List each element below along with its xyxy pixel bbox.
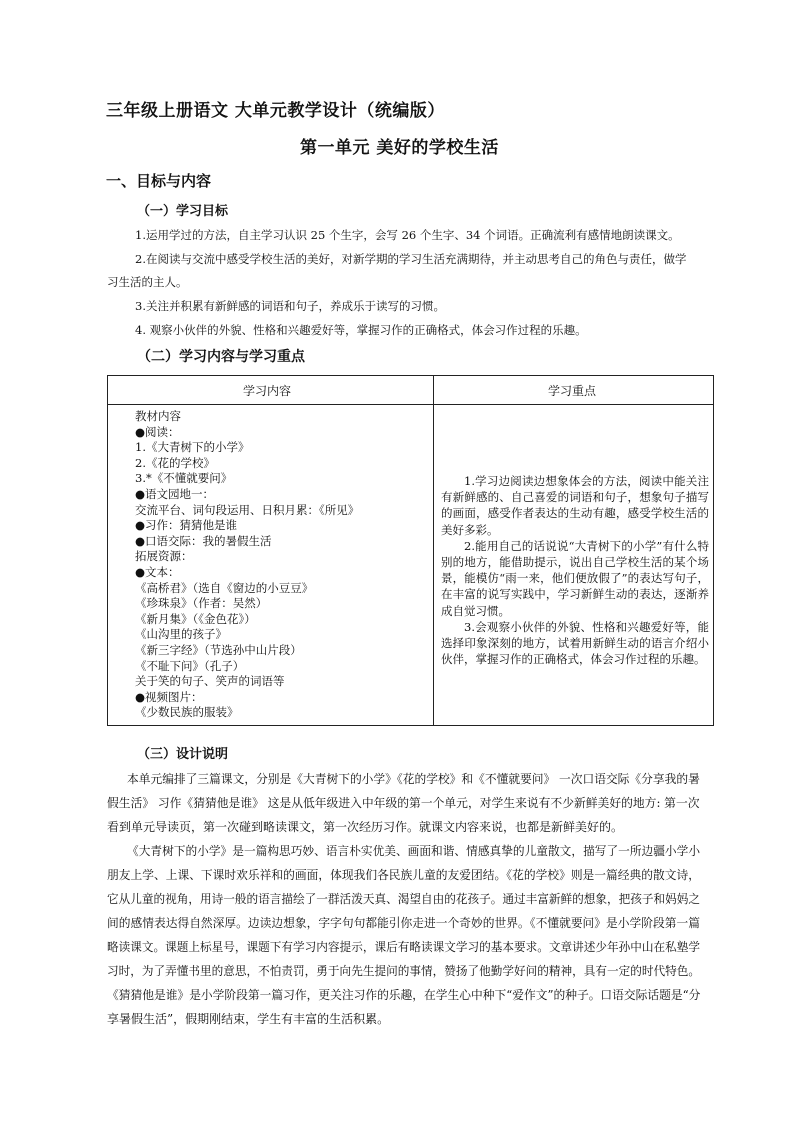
focus-item-2: 2.能用自己的话说说“大青树下的小学”有什么特别的地方，能借助提示，说出自己学校生活的某个场景，能模仿“雨一来，他们便放假了”的表达写句子，在丰富的说写实践中，学习新鲜生动的表达，逐渐养成自觉习惯。 <box>441 538 709 618</box>
content-line: 《不耻下问》（孔子） <box>135 658 245 673</box>
content-line: 拓展资源： <box>135 549 193 564</box>
content-line: ●文本： <box>135 564 180 579</box>
design-line: 间的感情表达得自然深厚。边读边想象，字字句句都能引你走进一个奇妙的世界。《不懂就要问》是小学阶段第一篇 <box>107 916 700 930</box>
subheading-learning-goals: （一）学习目标 <box>137 204 229 219</box>
content-line: 《少数民族的服装》 <box>135 705 239 720</box>
design-line: 《大青树下的小学》是一篇构思巧妙、语言朴实优美、画面和谐、情感真挚的儿童散文，描写了一所边疆小学小 <box>127 844 701 858</box>
content-line: 1.《大青树下的小学》 <box>135 440 250 455</box>
table-header-focus: 学习重点 <box>548 384 597 398</box>
content-line: 《新三字经》（节选孙中山片段） <box>135 642 302 657</box>
content-focus-table <box>107 375 714 726</box>
content-line: ●阅读： <box>135 424 180 439</box>
goal-item-2-cont: 习生活的主人。 <box>107 275 188 289</box>
design-line: 略读课文。课题上标星号，课题下有学习内容提示，课后有略读课文学习的基本要求。文章讲述少年孙中山在私塾学 <box>107 940 701 954</box>
goal-item-3: 3.关注并积累有新鲜感的词语和句子，养成乐于读写的习惯。 <box>135 299 445 313</box>
design-line: 习时，为了弄懂书里的意思，不怕责罚，勇于向先生提问的事情，赞扬了他勤学好问的精神，具有一定的时代特色。 <box>107 964 701 978</box>
design-line: 《猜猜他是谁》是小学阶段第一篇习作，更关注习作的乐趣，在学生心中种下“爱作文”的种子。口语交际话题是“分 <box>107 988 701 1002</box>
design-line: 享暑假生活”，假期刚结束，学生有丰富的生活积累。 <box>107 1012 390 1026</box>
document-title: 三年级上册语文 大单元教学设计（统编版） <box>106 101 445 121</box>
goal-item-1: 1.运用学过的方法，自主学习认识 25 个生字，会写 26 个生字、34 个词语。正确流利有感情地朗读课文。 <box>135 228 680 242</box>
content-line: ●视频图片： <box>135 689 203 704</box>
table-header-divider <box>108 404 713 405</box>
unit-title: 第一单元 美好的学校生活 <box>300 138 499 158</box>
content-line: 交流平台、词句段运用、日积月累：《所见》 <box>135 502 360 517</box>
focus-item-1: 1.学习边阅读边想象体会的方法，阅读中能关注有新鲜感的、自己喜爱的词语和句子，想象句子描写的画面，感受作者表达的生动有趣，感受学校生活的美好多彩。 <box>441 474 709 537</box>
content-line: 教材内容 <box>135 409 181 423</box>
content-line: ●语文园地一： <box>135 486 215 501</box>
content-line: 《珍珠泉》（作者：吴然） <box>135 596 268 611</box>
table-column-divider <box>433 376 434 725</box>
content-line: ●习作：猜猜他是谁 <box>135 518 238 533</box>
goal-item-2: 2.在阅读与交流中感受学校生活的美好，对新学期的学习生活充满期待，并主动思考自己的角色与责任，做学 <box>135 252 687 266</box>
design-line: 看到单元导读页，第一次碰到略读课文，第一次经历习作。就课文内容来说，也都是新鲜美好的。 <box>107 820 624 834</box>
focus-item-3: 3.会观察小伙伴的外貌、性格和兴趣爱好等，能选择印象深刻的地方，试着用新鲜生动的语言介绍小伙伴，掌握习作的正确格式，体会习作过程的乐趣。 <box>441 619 709 667</box>
design-line: 假生活》 习作《猜猜他是谁》 这是从低年级进入中年级的第一个单元，对学生来说有不少新鲜美好的地方: 第一次 <box>107 796 700 810</box>
subheading-design-notes: （三）设计说明 <box>137 747 229 762</box>
content-line: 3.*《不懂就要问》 <box>135 471 233 486</box>
content-line: 关于笑的句子、笑声的词语等 <box>135 674 285 689</box>
content-line: 《新月集》（《金色花》） <box>135 611 256 626</box>
content-line: 《山沟里的孩子》 <box>135 627 227 642</box>
design-line: 本单元编排了三篇课文，分别是《大青树下的小学》《花的学校》和《不懂就要问》 一次口语交际《分享我的暑 <box>127 772 700 786</box>
content-line: ●口语交际：我的暑假生活 <box>135 533 272 548</box>
section-heading-goals-content: 一、目标与内容 <box>106 172 212 190</box>
subheading-learning-content: （二）学习内容与学习重点 <box>137 349 305 365</box>
focus-list <box>441 473 709 667</box>
design-line: 它从儿童的视角，用诗一般的语言描绘了一群活泼天真、渴望自由的花孩子。通过丰富新鲜的想象，把孩子和妈妈之 <box>107 892 701 906</box>
content-line: 2.《花的学校》 <box>135 455 215 470</box>
content-line: 《高桥君》（选自《窗边的小豆豆》 <box>135 580 314 595</box>
design-line: 朋友上学、上课、下课时欢乐祥和的画面，体现我们各民族儿童的友爱团结。《花的学校》则是一篇经典的散文诗， <box>107 868 700 882</box>
content-list <box>135 409 359 721</box>
goal-item-4: 4. 观察小伙伴的外貌、性格和兴趣爱好等，掌握习作的正确格式，体会习作过程的乐趣。 <box>135 323 587 337</box>
table-header-content: 学习内容 <box>243 384 292 398</box>
